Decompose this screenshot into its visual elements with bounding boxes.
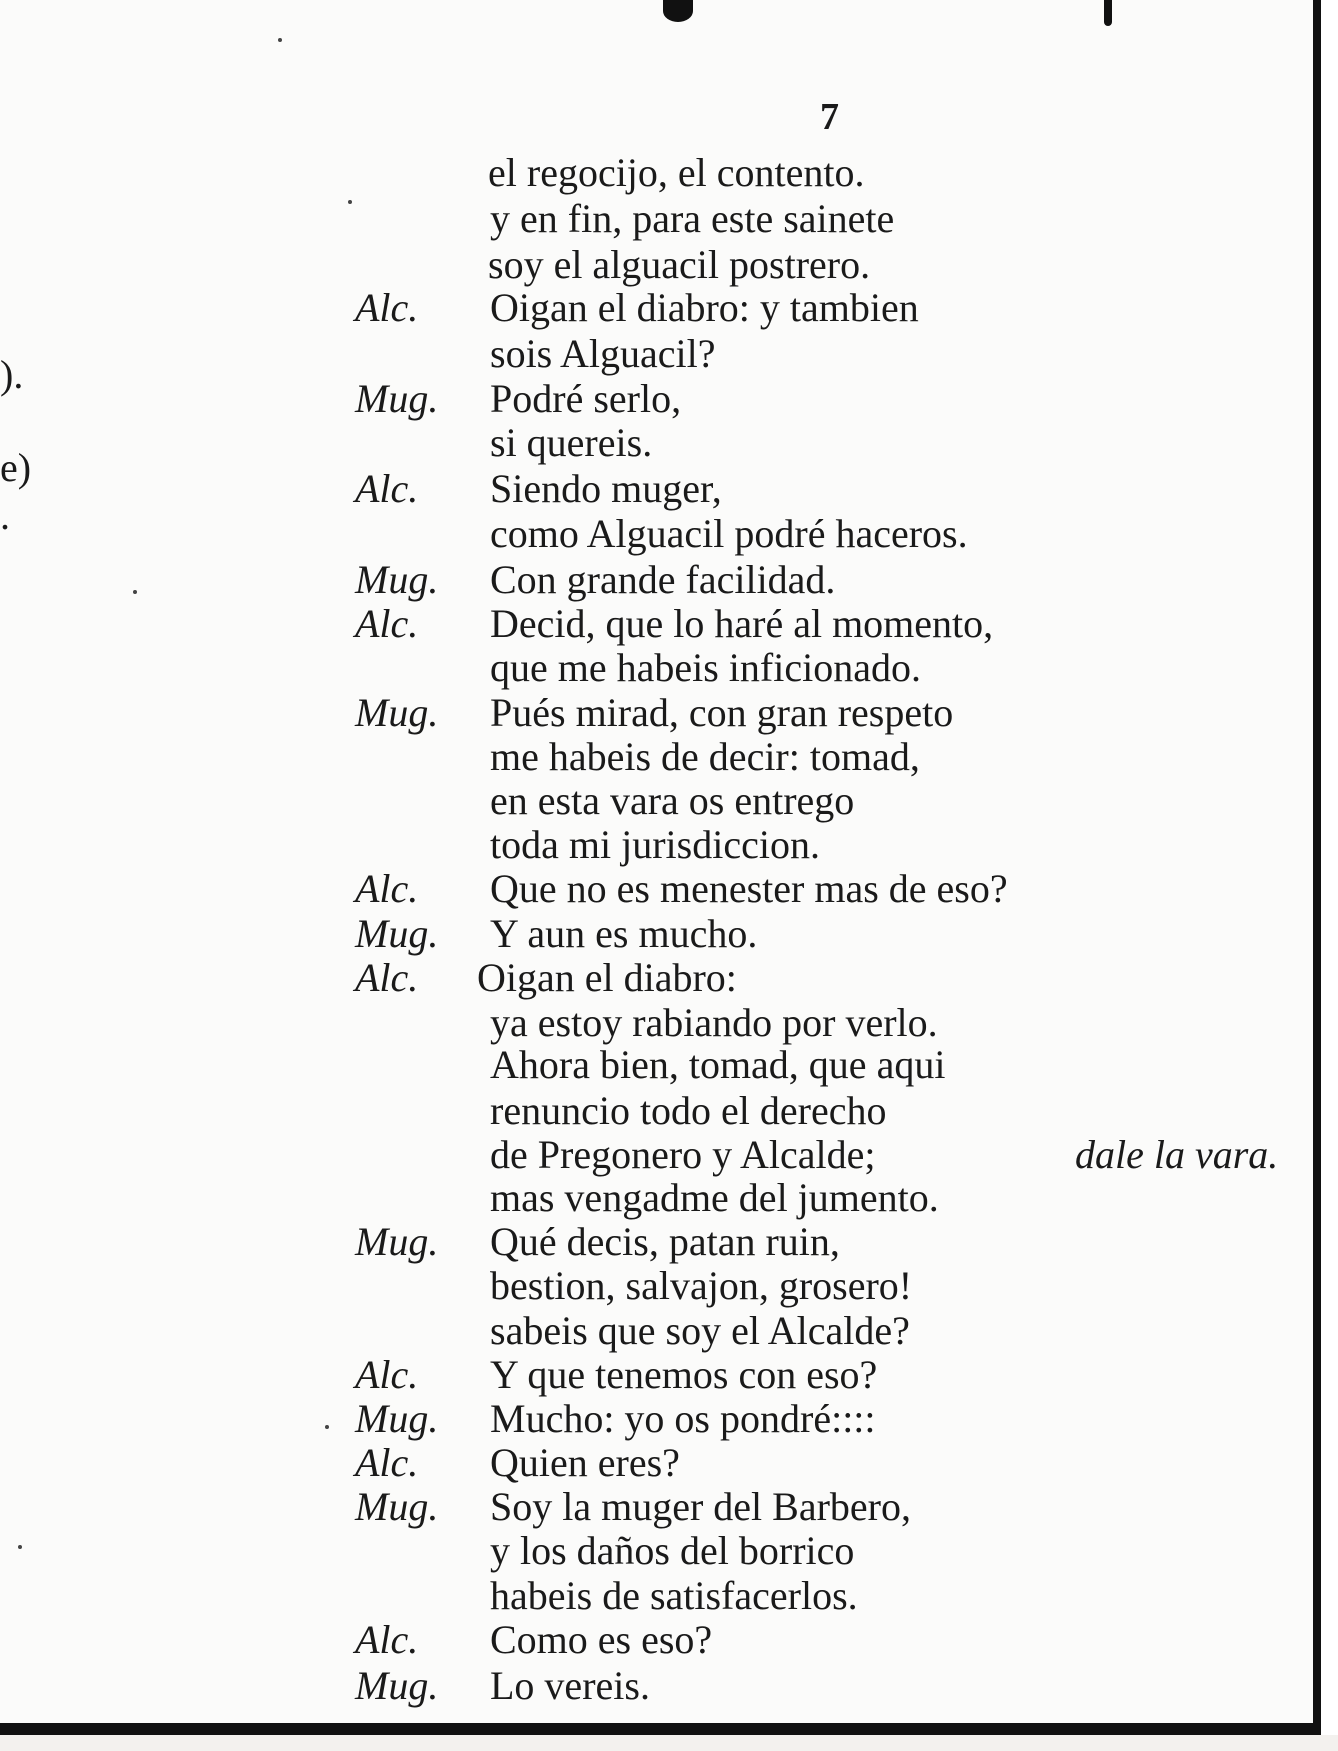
verse-line: en esta vara os entrego bbox=[490, 778, 855, 823]
ink-speck bbox=[133, 590, 137, 594]
speaker-label: Alc. bbox=[355, 1440, 419, 1485]
verse-line: Como es eso? bbox=[490, 1617, 713, 1662]
verse-line: Que no es menester mas de eso? bbox=[490, 866, 1008, 911]
speaker-label: Mug. bbox=[355, 376, 439, 421]
page-edge-right bbox=[1313, 0, 1321, 1740]
verse-line: renuncio todo el derecho bbox=[490, 1088, 887, 1133]
speaker-label: Alc. bbox=[355, 285, 419, 330]
verse-line: mas vengadme del jumento. bbox=[490, 1175, 939, 1220]
verse-line: de Pregonero y Alcalde; bbox=[490, 1132, 876, 1177]
ink-speck bbox=[325, 1425, 329, 1429]
verse-line: Soy la muger del Barbero, bbox=[490, 1484, 911, 1529]
verse-line: bestion, salvajon, grosero! bbox=[490, 1263, 913, 1308]
verse-line: Decid, que lo haré al momento, bbox=[490, 601, 994, 646]
ink-speck bbox=[348, 200, 352, 204]
ink-speck bbox=[278, 38, 282, 42]
margin-fragment: . bbox=[0, 493, 10, 538]
verse-line: Lo vereis. bbox=[490, 1663, 650, 1708]
speaker-label: Mug. bbox=[355, 1663, 439, 1708]
verse-line: sabeis que soy el Alcalde? bbox=[490, 1308, 910, 1353]
speaker-label: Mug. bbox=[355, 690, 439, 735]
speaker-label: Alc. bbox=[355, 466, 419, 511]
verse-line: como Alguacil podré haceros. bbox=[490, 511, 968, 556]
page-number: 7 bbox=[820, 96, 839, 138]
speaker-label: Alc. bbox=[355, 866, 419, 911]
verse-line: Mucho: yo os pondré:::: bbox=[490, 1396, 876, 1441]
verse-line: Podré serlo, bbox=[490, 376, 682, 421]
page-underside bbox=[0, 1735, 1338, 1751]
verse-line: que me habeis inficionado. bbox=[490, 645, 921, 690]
speaker-label: Alc. bbox=[355, 601, 419, 646]
speaker-label: Mug. bbox=[355, 1219, 439, 1264]
verse-line: Oigan el diabro: y tambien bbox=[490, 285, 919, 330]
margin-fragment: ). bbox=[0, 352, 24, 397]
verse-line: Pués mirad, con gran respeto bbox=[490, 690, 954, 735]
stage-direction: dale la vara. bbox=[1075, 1132, 1279, 1177]
verse-line: soy el alguacil postrero. bbox=[488, 242, 871, 287]
verse-line: Siendo muger, bbox=[490, 466, 722, 511]
verse-line: el regocijo, el contento. bbox=[488, 150, 865, 195]
speaker-label: Mug. bbox=[355, 1484, 439, 1529]
verse-line: sois Alguacil? bbox=[490, 331, 716, 376]
verse-line: habeis de satisfacerlos. bbox=[490, 1573, 858, 1618]
verse-line: Quien eres? bbox=[490, 1440, 680, 1485]
verse-line: me habeis de decir: tomad, bbox=[490, 734, 920, 779]
speaker-label: Alc. bbox=[355, 955, 419, 1000]
verse-line: si quereis. bbox=[490, 420, 653, 465]
ink-speck bbox=[18, 1545, 22, 1549]
verse-line: y los daños del borrico bbox=[490, 1528, 855, 1573]
speaker-label: Alc. bbox=[355, 1352, 419, 1397]
verse-line: ya estoy rabiando por verlo. bbox=[490, 1000, 938, 1045]
speaker-label: Mug. bbox=[355, 557, 439, 602]
page-edge-bottom bbox=[0, 1723, 1321, 1735]
verse-line: Ahora bien, tomad, que aqui bbox=[490, 1042, 946, 1087]
verse-line: Oigan el diabro: bbox=[477, 955, 737, 1000]
verse-line: Con grande facilidad. bbox=[490, 557, 836, 602]
verse-line: y en fin, para este sainete bbox=[490, 196, 895, 241]
ink-blot bbox=[663, 0, 693, 22]
speaker-label: Mug. bbox=[355, 1396, 439, 1441]
verse-line: Qué decis, patan ruin, bbox=[490, 1219, 840, 1264]
speaker-label: Alc. bbox=[355, 1617, 419, 1662]
verse-line: Y que tenemos con eso? bbox=[490, 1352, 878, 1397]
speaker-label: Mug. bbox=[355, 911, 439, 956]
ink-mark bbox=[1104, 0, 1112, 26]
margin-fragment: e) bbox=[0, 445, 32, 490]
verse-line: toda mi jurisdiccion. bbox=[490, 822, 820, 867]
verse-line: Y aun es mucho. bbox=[490, 911, 758, 956]
